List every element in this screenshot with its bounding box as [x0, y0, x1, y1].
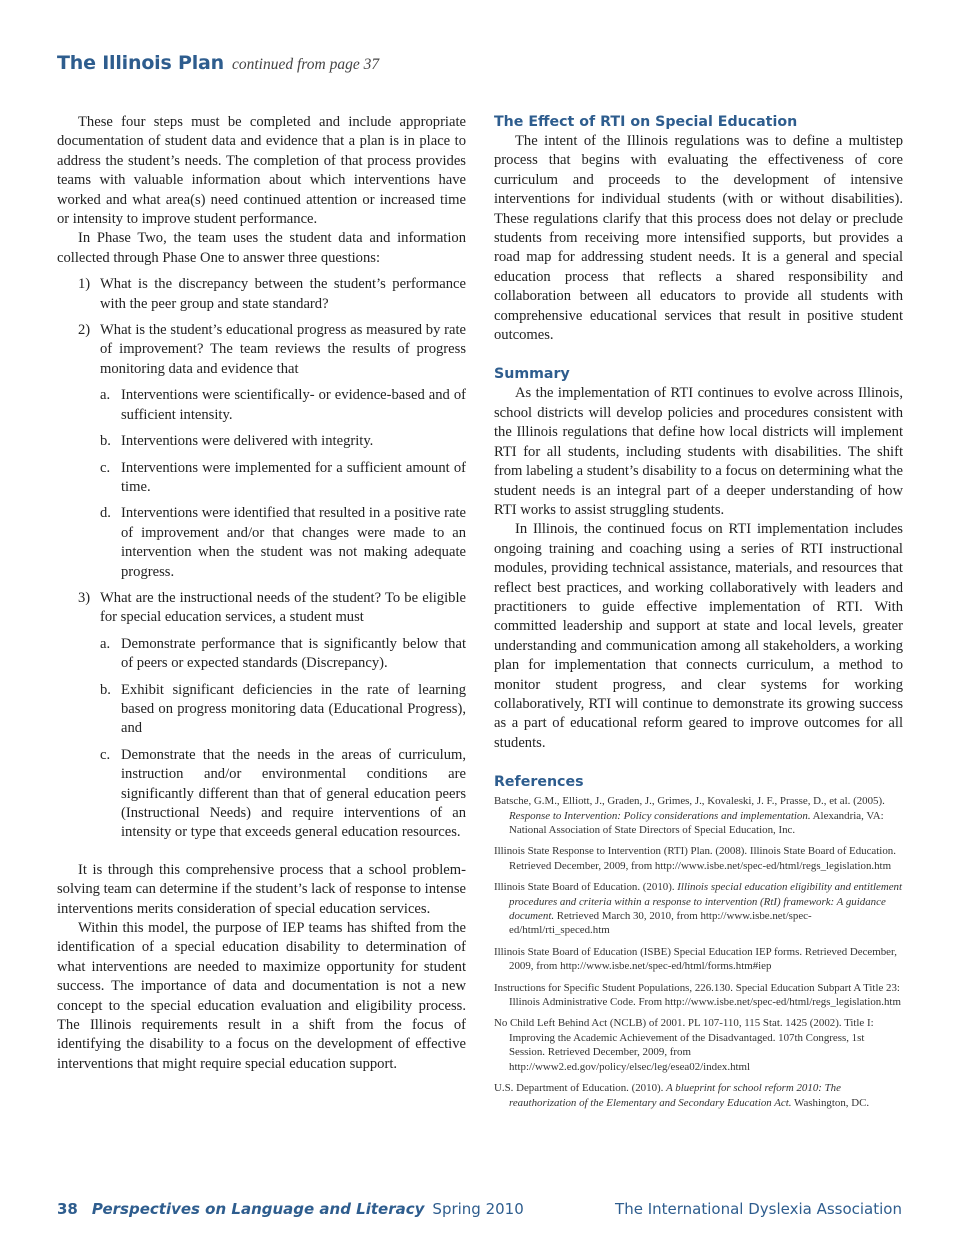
paragraph: These four steps must be completed and include appropriate documentation of student data and evidence that a plan is in place to address the student’s needs. The completion of that process provides teams with valuable information about which interventions have worked and what area(s) need continued attention or increased time or intensity to improve student performance. [57, 114, 466, 228]
list-letter: b. [100, 433, 111, 450]
list-item [57, 459, 466, 498]
list-letter: a. [100, 387, 111, 404]
footer-left [57, 1200, 524, 1218]
list-item [57, 386, 466, 425]
list-number: 3) [78, 589, 91, 606]
paragraph: It is through this comprehensive process that a school problem-solving team can determine if the student’s lack of response to intense interventions merits consideration of special education services. [57, 861, 466, 917]
list-number: 2) [78, 322, 91, 339]
list-item-text: Interventions were scientifically- or evidence-based and of sufficient intensity. [121, 387, 466, 423]
list-item [57, 635, 466, 674]
list-number: 1) [78, 276, 91, 293]
list-item-text: Interventions were implemented for a sufficient amount of time. [121, 459, 466, 495]
list-item-text: Exhibit significant deficiencies in the rate of learning based on progress monitoring data (Educational Progress), and [121, 681, 466, 737]
list-item [57, 681, 466, 739]
section-heading-references: References [494, 774, 584, 791]
continued-note: continued from page 37 [232, 56, 380, 73]
section-heading-effect: The Effect of RTI on Special Education [494, 114, 798, 130]
section-heading-summary: Summary [494, 366, 570, 383]
question-text: What is the student’s educational progress as measured by rate of improvement? The team reviews the results of progress monitoring data and evidence that [100, 322, 466, 377]
paragraph: Within this model, the purpose of IEP teams has shifted from the identification of a special education disability to determination of what interventions are needed to maximize opportunity for student success. The importance of data and documentation is not a new concept to the special education evaluation and eligibility process. The Illinois requirements result in a shift from the focus of identifying the disability to a focus on the development of effective interventions that might require special education support. [57, 920, 466, 1072]
list-item-text: Demonstrate that the needs in the areas of curriculum, instruction and/or environmental conditions are significantly different than that of general education peers (Instructional Needs) and require interventions of an intensity or type that exceeds general education resources. [121, 746, 466, 841]
reference-item: Illinois State Response to Intervention (RTI) Plan. (2008). Illinois State Board of Education. Retrieved December, 2009, from http://www.isbe.net/spec-ed/html/regs_legislation.htm [494, 845, 896, 872]
article-title: The Illinois Plan [57, 52, 224, 74]
list-item [57, 746, 466, 843]
question-2 [57, 321, 466, 379]
reference-item: Instructions for Specific Student Populations, 226.130. Special Education Subpart A Title 23: Illinois Administrative Code. From http://www.isbe.net/spec-ed/html/regs_legislation.htm [494, 981, 901, 1009]
list-item [57, 504, 466, 582]
list-letter: a. [100, 635, 111, 652]
reference-item: Batsche, G.M., Elliott, J., Graden, J., Grimes, J., Kovaleski, J. F., Prasse, D., et al. (2005). Response to Intervention: Policy considerations and implementation. Alexandria, VA: National Association of State Directors of Special Education, Inc. [494, 795, 885, 836]
page-footer [57, 1200, 902, 1218]
question-3 [57, 589, 466, 628]
question-text: What are the instructional needs of the student? To be eligible for special education services, a student must [100, 589, 466, 626]
reference-item: No Child Left Behind Act (NCLB) of 2001. PL 107-110, 115 Stat. 1425 (2002). Title I: Improving the Academic Achievement of the Disadvantaged. 107th Congress, 1st Session. Retrieved December, 2009, from http://www2.ed.gov/policy/elsec/leg/esea02/index.html [494, 1017, 874, 1073]
page-number: 38 [57, 1200, 78, 1218]
list-letter: d. [100, 505, 111, 522]
reference-list [494, 794, 903, 1110]
reference-item: Illinois State Board of Education. (2010). Illinois special education eligibility and entitlement procedures and criteria within a response to intervention (RtI) framework: A guidance document. Retrieved March 30, 2010, from http://www.isbe.net/spec-ed/html/rti_speced.htm [494, 881, 903, 937]
journal-title: Perspectives on Language and Literacy [91, 1200, 425, 1218]
issue-label: Spring 2010 [432, 1200, 524, 1218]
reference-item: U.S. Department of Education. (2010). A blueprint for school reform 2010: The reauthorization of the Elementary and Secondary Education Act. Washington, DC. [494, 1082, 870, 1109]
list-letter: c. [100, 746, 111, 763]
list-item-text: Interventions were delivered with integrity. [121, 433, 374, 450]
question-text: What is the discrepancy between the student’s performance with the peer group and state standard? [100, 276, 466, 312]
list-item-text: Interventions were identified that resulted in a positive rate of improvement and/or that changes were made to an intervention when the student was not making adequate progress. [121, 505, 466, 580]
page-header [57, 52, 379, 74]
list-letter: c. [100, 459, 111, 476]
list-item [57, 432, 466, 451]
paragraph: In Illinois, the continued focus on RTI implementation includes ongoing training and coaching using a series of RTI instructional modules, providing technical assistance, materials, and resources that reflect best practices, and working collaboratively with leaders and practitioners to guide effective implementation of RTI. With committed leadership and support at state and local levels, greater understanding and communication among all stakeholders, a working plan for implementation that connects curriculum, a method to monitor student progress, and clear systems for working collaboratively, RTI will continue to demonstrate its growing success as a part of educational reform geared to improve outcomes for all students. [494, 521, 903, 751]
right-column [494, 113, 903, 1117]
paragraph: In Phase Two, the team uses the student data and information collected through Phase One to answer three questions: [57, 230, 466, 266]
paragraph: The intent of the Illinois regulations was to define a multistep process that begins with evaluating the effectiveness of core curriculum and proceeds to the development of intensive interventions for individual students (with or without disabilities). These regulations clarify that this process does not delay or preclude students from receiving more intensified supports, but provides a road map for addressing student needs. It is a general and special education process that reflects a shared responsibility and collaboration between all educators to provide all students with comprehensive educational services that result in positive student outcomes. [494, 133, 903, 344]
paragraph: As the implementation of RTI continues to evolve across Illinois, school districts will develop policies and procedures consistent with the Illinois regulations that define how local districts will implement RTI for all students, including students with disabilities. The shift from labeling a student’s disability to a focus on determining what the student needs is an integral part of a deeper understanding of how RTI works to assist struggling students. [494, 385, 903, 518]
left-column [57, 113, 466, 1074]
list-item-text: Demonstrate performance that is significantly below that of peers or expected standards (Discrepancy). [121, 635, 466, 672]
organization-name: The International Dyslexia Association [615, 1200, 902, 1218]
reference-item: Illinois State Board of Education (ISBE) Special Education IEP forms. Retrieved December, 2009, from http://www.isbe.net/spec-ed/html/forms.htm#iep [494, 945, 897, 973]
question-1 [57, 275, 466, 314]
list-letter: b. [100, 681, 111, 698]
